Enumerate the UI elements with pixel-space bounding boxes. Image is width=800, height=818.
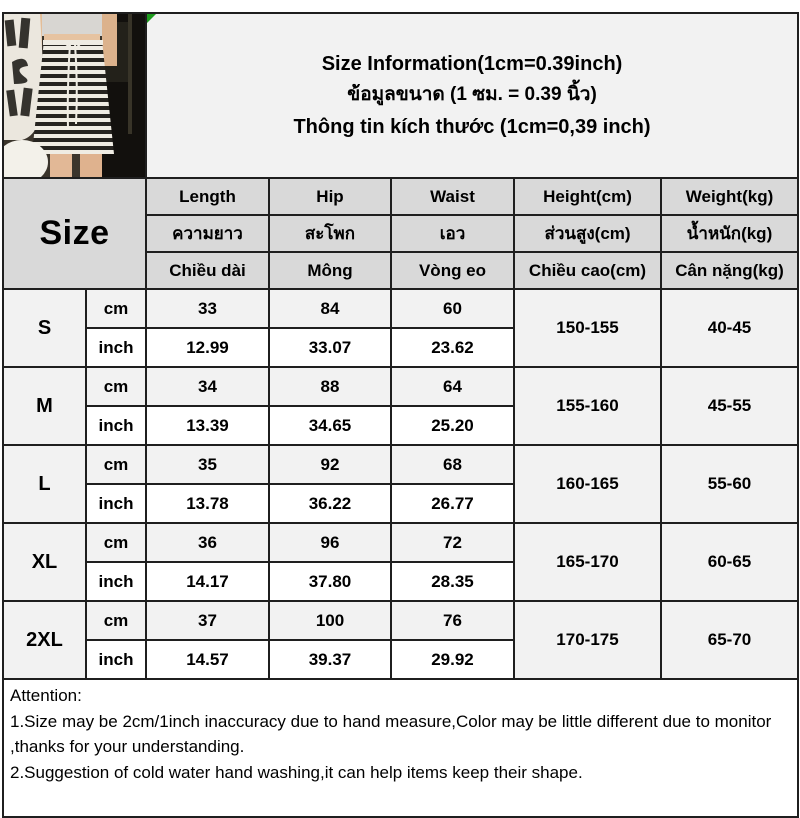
value-cell: 12.99 bbox=[146, 328, 269, 367]
attention-row bbox=[3, 679, 798, 817]
value-cell: 39.37 bbox=[269, 640, 391, 679]
value-cell: 92 bbox=[269, 445, 391, 484]
unit-cell: inch bbox=[86, 484, 146, 523]
value-cell: 88 bbox=[269, 367, 391, 406]
header-cell: Chiều dài bbox=[146, 252, 269, 289]
size-cell: S bbox=[3, 289, 86, 367]
right-arm-graphic bbox=[102, 14, 117, 66]
size-table bbox=[2, 12, 799, 818]
title-line-th: ข้อมูลขนาด (1 ซม. = 0.39 นิ้ว) bbox=[347, 84, 597, 106]
value-cell: 26.77 bbox=[391, 484, 514, 523]
attention-cell bbox=[3, 679, 798, 817]
header-cell: Vòng eo bbox=[391, 252, 514, 289]
size-header: Size bbox=[3, 178, 146, 289]
value-cell: 72 bbox=[391, 523, 514, 562]
header-cell: เอว bbox=[391, 215, 514, 252]
header-cell: Hip bbox=[269, 178, 391, 215]
title-line-en: Size Information(1cm=0.39inch) bbox=[321, 53, 623, 76]
header-cell: Mông bbox=[269, 252, 391, 289]
table-row bbox=[3, 445, 798, 484]
value-cell: 96 bbox=[269, 523, 391, 562]
value-cell: 13.78 bbox=[146, 484, 269, 523]
header-cell: Length bbox=[146, 178, 269, 215]
weight-range-cell: 45-55 bbox=[661, 367, 798, 445]
top-row bbox=[3, 13, 798, 178]
height-range-cell: 165-170 bbox=[514, 523, 661, 601]
weight-range-cell: 65-70 bbox=[661, 601, 798, 679]
weight-range-cell: 40-45 bbox=[661, 289, 798, 367]
product-photo bbox=[4, 14, 145, 177]
value-cell: 60 bbox=[391, 289, 514, 328]
size-cell: L bbox=[3, 445, 86, 523]
header-row-en bbox=[3, 178, 798, 215]
value-cell: 84 bbox=[269, 289, 391, 328]
product-photo-cell bbox=[3, 13, 146, 178]
height-range-cell: 150-155 bbox=[514, 289, 661, 367]
value-cell: 13.39 bbox=[146, 406, 269, 445]
header-cell: ส่วนสูง(cm) bbox=[514, 215, 661, 252]
value-cell: 33 bbox=[146, 289, 269, 328]
header-cell: Weight(kg) bbox=[661, 178, 798, 215]
size-cell: 2XL bbox=[3, 601, 86, 679]
value-cell: 68 bbox=[391, 445, 514, 484]
weight-range-cell: 60-65 bbox=[661, 523, 798, 601]
unit-cell: inch bbox=[86, 640, 146, 679]
height-range-cell: 155-160 bbox=[514, 367, 661, 445]
cell-corner-marker-icon bbox=[147, 14, 156, 23]
value-cell: 35 bbox=[146, 445, 269, 484]
attention-heading: Attention: bbox=[10, 686, 82, 705]
value-cell: 14.17 bbox=[146, 562, 269, 601]
unit-cell: cm bbox=[86, 367, 146, 406]
table-row bbox=[3, 523, 798, 562]
header-cell: น้ำหนัก(kg) bbox=[661, 215, 798, 252]
table-row bbox=[3, 367, 798, 406]
right-leg-graphic bbox=[80, 154, 102, 177]
value-cell: 37 bbox=[146, 601, 269, 640]
header-cell: Cân nặng(kg) bbox=[661, 252, 798, 289]
unit-cell: cm bbox=[86, 523, 146, 562]
value-cell: 76 bbox=[391, 601, 514, 640]
size-cell: XL bbox=[3, 523, 86, 601]
value-cell: 28.35 bbox=[391, 562, 514, 601]
title-cell bbox=[146, 13, 798, 178]
unit-cell: cm bbox=[86, 445, 146, 484]
value-cell: 34.65 bbox=[269, 406, 391, 445]
left-leg-graphic bbox=[50, 154, 72, 177]
unit-cell: cm bbox=[86, 601, 146, 640]
unit-cell: inch bbox=[86, 328, 146, 367]
header-cell: สะโพก bbox=[269, 215, 391, 252]
height-range-cell: 160-165 bbox=[514, 445, 661, 523]
value-cell: 37.80 bbox=[269, 562, 391, 601]
table-row bbox=[3, 289, 798, 328]
header-cell: Waist bbox=[391, 178, 514, 215]
value-cell: 14.57 bbox=[146, 640, 269, 679]
attention-note-1: 1.Size may be 2cm/1inch inaccuracy due to hand measure,Color may be little different due to monitor ,thanks for your understanding. bbox=[10, 711, 772, 756]
value-cell: 100 bbox=[269, 601, 391, 640]
crop-top-graphic bbox=[38, 14, 104, 36]
unit-cell: inch bbox=[86, 562, 146, 601]
value-cell: 34 bbox=[146, 367, 269, 406]
weight-range-cell: 55-60 bbox=[661, 445, 798, 523]
header-cell: Height(cm) bbox=[514, 178, 661, 215]
value-cell: 33.07 bbox=[269, 328, 391, 367]
value-cell: 36 bbox=[146, 523, 269, 562]
value-cell: 23.62 bbox=[391, 328, 514, 367]
value-cell: 64 bbox=[391, 367, 514, 406]
value-cell: 25.20 bbox=[391, 406, 514, 445]
header-cell: Chiều cao(cm) bbox=[514, 252, 661, 289]
table-row bbox=[3, 601, 798, 640]
value-cell: 36.22 bbox=[269, 484, 391, 523]
height-range-cell: 170-175 bbox=[514, 601, 661, 679]
unit-cell: cm bbox=[86, 289, 146, 328]
header-cell: ความยาว bbox=[146, 215, 269, 252]
attention-note-2: 2.Suggestion of cold water hand washing,it can help items keep their shape. bbox=[10, 762, 583, 782]
title-line-vi: Thông tin kích thước (1cm=0,39 inch) bbox=[293, 115, 651, 138]
value-cell: 29.92 bbox=[391, 640, 514, 679]
unit-cell: inch bbox=[86, 406, 146, 445]
size-cell: M bbox=[3, 367, 86, 445]
striped-skirt-graphic bbox=[32, 40, 114, 154]
